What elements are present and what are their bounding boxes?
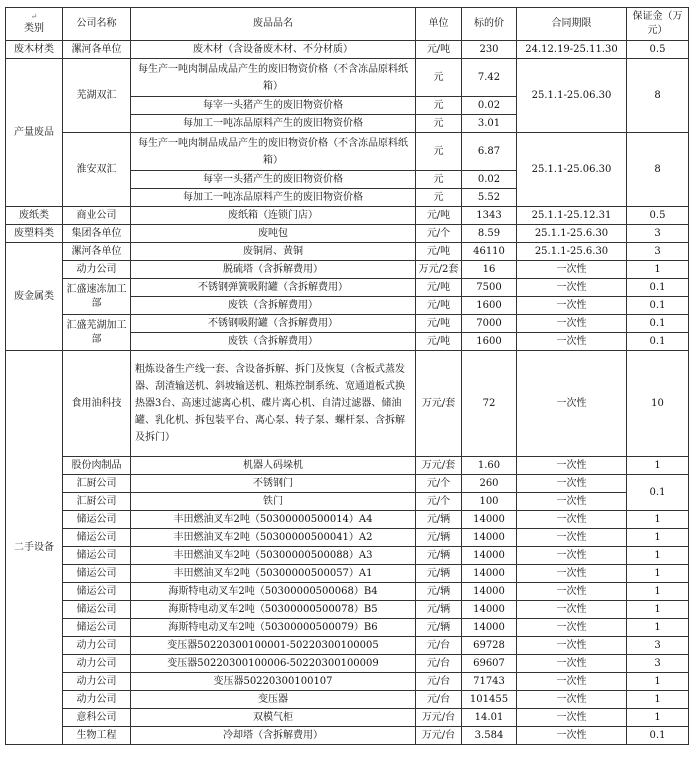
unit-cell: 元/台: [416, 691, 462, 709]
table-row: [6, 511, 689, 529]
table-row: [6, 565, 689, 583]
price-cell: 7.42: [462, 59, 517, 97]
company-cell: 食用油科技: [63, 351, 131, 457]
deposit-cell: 1: [627, 529, 689, 547]
header-item: 废品品名: [131, 8, 416, 41]
item-cell: 机器人码垛机: [131, 457, 416, 475]
item-cell: 不锈钢弹簧吸附罐（含拆解费用）: [131, 279, 416, 297]
table-row: [6, 691, 689, 709]
table-row: [6, 41, 689, 59]
unit-cell: 元/辆: [416, 583, 462, 601]
table-row: [6, 261, 689, 279]
item-cell: 变压器50220300100001-50220300100005: [131, 637, 416, 655]
deposit-cell: 0.1: [627, 315, 689, 333]
price-cell: 260: [462, 475, 517, 493]
company-cell: 股份肉制品: [63, 457, 131, 475]
item-cell: 丰田燃油叉车2吨（50300000500041）A2: [131, 529, 416, 547]
unit-cell: 万元/2套: [416, 261, 462, 279]
table-row: [6, 619, 689, 637]
deposit-cell: 0.1: [627, 333, 689, 351]
price-cell: 3.01: [462, 115, 517, 133]
unit-cell: 万元/套: [416, 351, 462, 457]
company-cell: 动力公司: [63, 691, 131, 709]
unit-cell: 元/个: [416, 493, 462, 511]
table-row: [6, 457, 689, 475]
unit-cell: 元/吨: [416, 243, 462, 261]
unit-cell: 元/台: [416, 655, 462, 673]
deposit-cell: 3: [627, 637, 689, 655]
deposit-cell: 1: [627, 547, 689, 565]
unit-cell: 万元/套: [416, 457, 462, 475]
period-cell: 一次性: [517, 601, 627, 619]
price-cell: 1.60: [462, 457, 517, 475]
deposit-cell: 8: [627, 133, 689, 207]
category-cell: 废塑料类: [6, 225, 63, 243]
deposit-cell: 3: [627, 225, 689, 243]
item-cell: 每生产一吨肉制品成品产生的废旧物资价格（不含冻品原料纸箱）: [131, 133, 416, 171]
table-row: [6, 243, 689, 261]
item-cell: 不锈钢吸附罐（含拆解费用）: [131, 315, 416, 333]
item-cell: 每宰一头猪产生的废旧物资价格: [131, 171, 416, 189]
table-row: [6, 279, 689, 297]
unit-cell: 元/辆: [416, 547, 462, 565]
period-cell: 一次性: [517, 691, 627, 709]
unit-cell: 元/台: [416, 637, 462, 655]
unit-cell: 元/个: [416, 475, 462, 493]
price-cell: 101455: [462, 691, 517, 709]
category-cell: 废金属类: [6, 243, 63, 351]
item-cell: 丰田燃油叉车2吨（50300000500057）A1: [131, 565, 416, 583]
price-cell: 3.584: [462, 727, 517, 745]
company-cell: 储运公司: [63, 601, 131, 619]
price-cell: 69728: [462, 637, 517, 655]
unit-cell: 元/辆: [416, 619, 462, 637]
item-cell: 海斯特电动叉车2吨（50300000500068）B4: [131, 583, 416, 601]
period-cell: 25.1.1-25.12.31: [517, 207, 627, 225]
price-cell: 14000: [462, 547, 517, 565]
company-cell: 储运公司: [63, 529, 131, 547]
item-cell: 废铁（含拆解费用）: [131, 297, 416, 315]
price-cell: 100: [462, 493, 517, 511]
table-row: [6, 133, 689, 171]
company-cell: 漯河各单位: [63, 243, 131, 261]
period-cell: 一次性: [517, 261, 627, 279]
unit-cell: 元: [416, 59, 462, 97]
period-cell: 25.1.1-25.6.30: [517, 243, 627, 261]
category-cell: 产量废品: [6, 59, 63, 207]
period-cell: 一次性: [517, 351, 627, 457]
item-cell: 铁门: [131, 493, 416, 511]
price-cell: 1600: [462, 333, 517, 351]
price-cell: 1343: [462, 207, 517, 225]
period-cell: 一次性: [517, 547, 627, 565]
unit-cell: 元/辆: [416, 565, 462, 583]
period-cell: 一次性: [517, 637, 627, 655]
header-row: [6, 8, 689, 41]
price-cell: 72: [462, 351, 517, 457]
price-cell: 14000: [462, 529, 517, 547]
table-row: [6, 315, 689, 333]
item-cell: 废纸箱（连锁门店）: [131, 207, 416, 225]
deposit-cell: 1: [627, 583, 689, 601]
deposit-cell: 1: [627, 511, 689, 529]
period-cell: 一次性: [517, 457, 627, 475]
item-cell: 冷却塔（含拆解费用）: [131, 727, 416, 745]
price-cell: 1600: [462, 297, 517, 315]
unit-cell: 元/个: [416, 225, 462, 243]
period-cell: 一次性: [517, 529, 627, 547]
unit-cell: 元/吨: [416, 207, 462, 225]
table-row: [6, 655, 689, 673]
period-cell: 一次性: [517, 475, 627, 493]
table-row: [6, 673, 689, 691]
unit-cell: 元: [416, 133, 462, 171]
deposit-cell: 1: [627, 261, 689, 279]
company-cell: 生物工程: [63, 727, 131, 745]
unit-cell: 万元/台: [416, 709, 462, 727]
document-page: [5, 7, 688, 745]
period-cell: 一次性: [517, 655, 627, 673]
price-cell: 69607: [462, 655, 517, 673]
item-cell: 废铜屑、黄铜: [131, 243, 416, 261]
item-cell: 变压器: [131, 691, 416, 709]
table-row: [6, 351, 689, 457]
price-cell: 7000: [462, 315, 517, 333]
company-cell: 集团各单位: [63, 225, 131, 243]
company-cell: 动力公司: [63, 261, 131, 279]
deposit-cell: 0.5: [627, 207, 689, 225]
company-cell: 动力公司: [63, 655, 131, 673]
company-cell: 储运公司: [63, 511, 131, 529]
deposit-cell: 0.1: [627, 279, 689, 297]
unit-cell: 元/吨: [416, 315, 462, 333]
period-cell: 25.1.1-25.06.30: [517, 59, 627, 133]
table-row: [6, 529, 689, 547]
company-cell: 芜湖双汇: [63, 59, 131, 133]
period-cell: 一次性: [517, 315, 627, 333]
table-row: [6, 601, 689, 619]
table-row: [6, 59, 689, 97]
item-cell: 粗炼设备生产线一套、含设备拆解、拆门及恢复（含板式蒸发器、刮渣输送机、斜坡输送机、粗炼控制系统、宽通道板式换热器3台、高速过滤离心机、碟片离心机、自清过滤器、储油罐、乳化机、拆包装平台、离心泵、转子泵、螺杆泵、含拆解及拆门）: [131, 351, 416, 457]
price-cell: 46110: [462, 243, 517, 261]
waste-materials-table: [5, 7, 689, 745]
deposit-cell: 1: [627, 457, 689, 475]
table-row: [6, 493, 689, 511]
deposit-cell: 0.5: [627, 41, 689, 59]
deposit-cell: 1: [627, 601, 689, 619]
header-period: 合同期限: [517, 8, 627, 41]
price-cell: 8.59: [462, 225, 517, 243]
price-cell: 14000: [462, 619, 517, 637]
company-cell: 储运公司: [63, 547, 131, 565]
category-cell: 二手设备: [6, 351, 63, 745]
company-cell: 储运公司: [63, 565, 131, 583]
price-cell: 14000: [462, 511, 517, 529]
period-cell: 24.12.19-25.11.30: [517, 41, 627, 59]
unit-cell: 元: [416, 171, 462, 189]
deposit-cell: 3: [627, 243, 689, 261]
unit-cell: 元/吨: [416, 41, 462, 59]
item-cell: 每加工一吨冻品原料产生的废旧物资价格: [131, 189, 416, 207]
company-cell: 储运公司: [63, 619, 131, 637]
deposit-cell: 1: [627, 691, 689, 709]
item-cell: 每加工一吨冻品原料产生的废旧物资价格: [131, 115, 416, 133]
item-cell: 海斯特电动叉车2吨（50300000500078）B5: [131, 601, 416, 619]
period-cell: 一次性: [517, 297, 627, 315]
deposit-cell: 10: [627, 351, 689, 457]
item-cell: 每生产一吨肉制品成品产生的废旧物资价格（不含冻品原料纸箱）: [131, 59, 416, 97]
period-cell: 一次性: [517, 619, 627, 637]
item-cell: 变压器50220300100006-50220300100009: [131, 655, 416, 673]
period-cell: 25.1.1-25.06.30: [517, 133, 627, 207]
item-cell: 不锈钢门: [131, 475, 416, 493]
period-cell: 一次性: [517, 565, 627, 583]
deposit-cell: 1: [627, 565, 689, 583]
deposit-cell: 1: [627, 673, 689, 691]
company-cell: 漯河各单位: [63, 41, 131, 59]
unit-cell: 元/辆: [416, 601, 462, 619]
company-cell: 汇厨公司: [63, 475, 131, 493]
price-cell: 14.01: [462, 709, 517, 727]
deposit-cell: 1: [627, 619, 689, 637]
unit-cell: 元/吨: [416, 279, 462, 297]
header-price: 标的价: [462, 8, 517, 41]
price-cell: 71743: [462, 673, 517, 691]
table-row: [6, 475, 689, 493]
price-cell: 14000: [462, 583, 517, 601]
company-cell: 动力公司: [63, 637, 131, 655]
item-cell: 废铁（含拆解费用）: [131, 333, 416, 351]
company-cell: 储运公司: [63, 583, 131, 601]
item-cell: 丰田燃油叉车2吨（50300000500014）A4: [131, 511, 416, 529]
unit-cell: 元/吨: [416, 297, 462, 315]
period-cell: 一次性: [517, 333, 627, 351]
deposit-cell: 0.1: [627, 475, 689, 511]
company-cell: 汇盛速冻加工部: [63, 279, 131, 315]
deposit-cell: 0.1: [627, 297, 689, 315]
item-cell: 每宰一头猪产生的废旧物资价格: [131, 97, 416, 115]
unit-cell: 元/辆: [416, 529, 462, 547]
price-cell: 6.87: [462, 133, 517, 171]
price-cell: 7500: [462, 279, 517, 297]
price-cell: 16: [462, 261, 517, 279]
period-cell: 一次性: [517, 709, 627, 727]
table-row: [6, 709, 689, 727]
company-cell: 淮安双汇: [63, 133, 131, 207]
unit-cell: 元: [416, 115, 462, 133]
period-cell: 一次性: [517, 511, 627, 529]
deposit-cell: 3: [627, 655, 689, 673]
unit-cell: 元: [416, 189, 462, 207]
header-company: 公司名称: [63, 8, 131, 41]
table-row: [6, 637, 689, 655]
category-cell: 废木材类: [6, 41, 63, 59]
period-cell: 25.1.1-25.6.30: [517, 225, 627, 243]
price-cell: 230: [462, 41, 517, 59]
price-cell: 0.02: [462, 97, 517, 115]
table-row: [6, 727, 689, 745]
unit-cell: 万元/台: [416, 727, 462, 745]
period-cell: 一次性: [517, 583, 627, 601]
company-cell: 意科公司: [63, 709, 131, 727]
unit-cell: 元/辆: [416, 511, 462, 529]
price-cell: 14000: [462, 565, 517, 583]
header-category: ↵ 类别: [6, 8, 63, 41]
header-deposit: 保证金（万元）: [627, 8, 689, 41]
deposit-cell: 1: [627, 709, 689, 727]
company-cell: 汇厨公司: [63, 493, 131, 511]
company-cell: 商业公司: [63, 207, 131, 225]
company-cell: 动力公司: [63, 673, 131, 691]
unit-cell: 元/吨: [416, 333, 462, 351]
company-cell: 汇盛芜湖加工部: [63, 315, 131, 351]
price-cell: 5.52: [462, 189, 517, 207]
item-cell: 海斯特电动叉车2吨（50300000500079）B6: [131, 619, 416, 637]
price-cell: 14000: [462, 601, 517, 619]
period-cell: 一次性: [517, 673, 627, 691]
item-cell: 废吨包: [131, 225, 416, 243]
deposit-cell: 8: [627, 59, 689, 133]
item-cell: 变压器50220300100107: [131, 673, 416, 691]
table-row: [6, 583, 689, 601]
table-row: [6, 207, 689, 225]
item-cell: 废木材（含设备废木材、不分材质）: [131, 41, 416, 59]
header-unit: 单位: [416, 8, 462, 41]
period-cell: 一次性: [517, 493, 627, 511]
item-cell: 脱硫塔（含拆解费用）: [131, 261, 416, 279]
unit-cell: 元/台: [416, 673, 462, 691]
item-cell: 双模气柜: [131, 709, 416, 727]
item-cell: 丰田燃油叉车2吨（50300000500088）A3: [131, 547, 416, 565]
category-cell: 废纸类: [6, 207, 63, 225]
period-cell: 一次性: [517, 279, 627, 297]
deposit-cell: 0.1: [627, 727, 689, 745]
price-cell: 0.02: [462, 171, 517, 189]
table-row: [6, 547, 689, 565]
unit-cell: 元: [416, 97, 462, 115]
table-row: [6, 225, 689, 243]
period-cell: 一次性: [517, 727, 627, 745]
